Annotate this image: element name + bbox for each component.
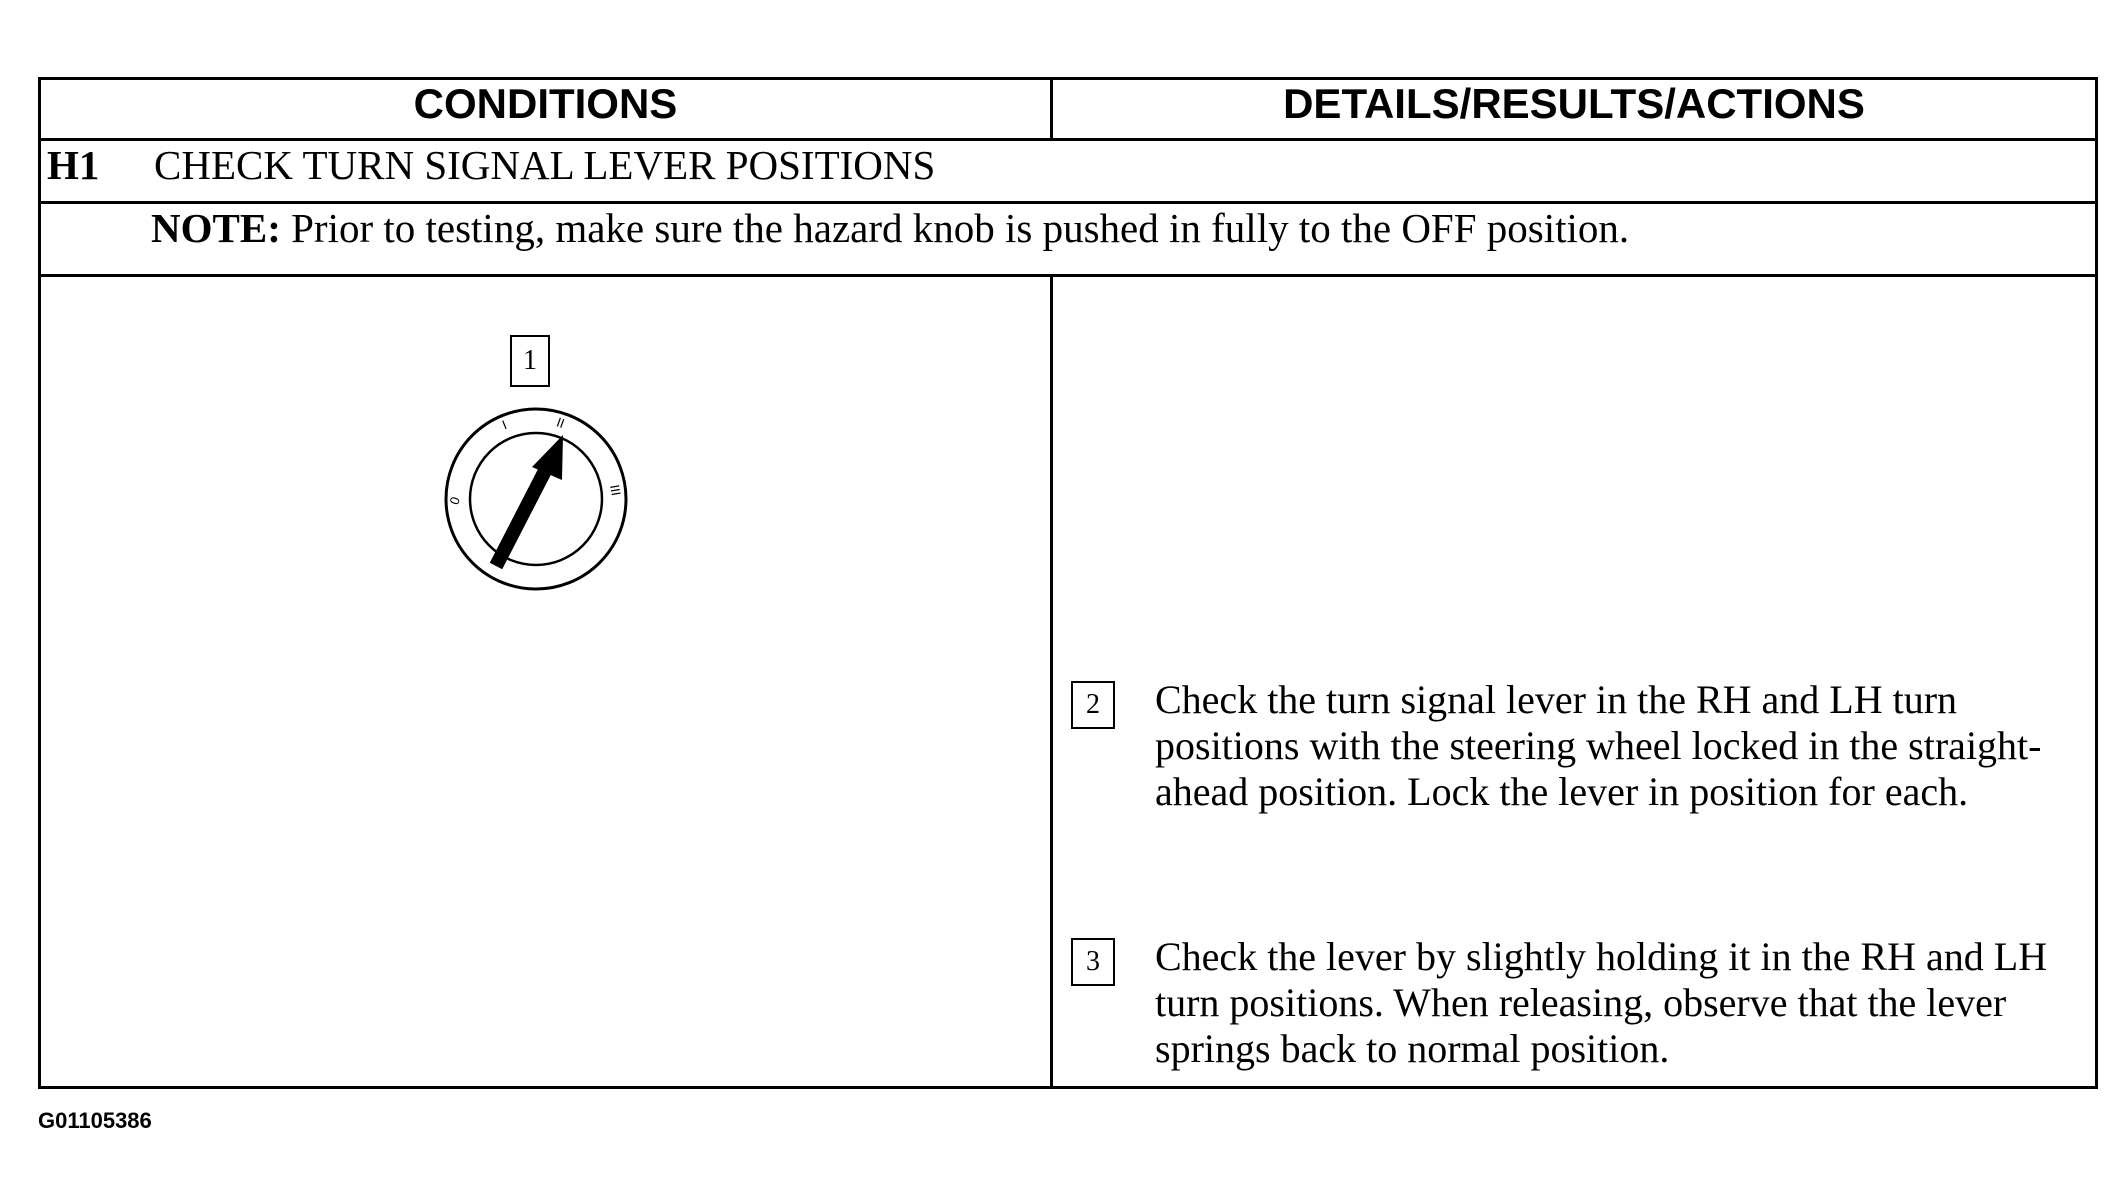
details-header: DETAILS/RESULTS/ACTIONS bbox=[1052, 79, 2097, 140]
note-row bbox=[40, 203, 2097, 276]
details-cell bbox=[1052, 276, 2097, 1088]
content-row bbox=[40, 276, 2097, 1088]
ignition-switch-illustration bbox=[436, 399, 636, 599]
callout-3: 3 bbox=[1071, 938, 1115, 986]
note bbox=[41, 204, 2095, 252]
note-cell bbox=[40, 203, 2097, 276]
position-mark-three: III bbox=[607, 483, 624, 497]
note-text: Prior to testing, make sure the hazard knob is pushed in fully to the OFF position. bbox=[291, 205, 1630, 251]
note-label: NOTE: bbox=[151, 205, 281, 251]
switch-arrow-icon bbox=[496, 435, 563, 566]
callout-2: 2 bbox=[1071, 681, 1115, 729]
position-mark-one: I bbox=[499, 417, 509, 433]
figure-id: G01105386 bbox=[38, 1108, 152, 1133]
diagnostic-table bbox=[38, 77, 2098, 1089]
conditions-header: CONDITIONS bbox=[40, 79, 1052, 140]
step-id: H1 bbox=[47, 142, 100, 188]
conditions-cell bbox=[40, 276, 1052, 1088]
position-mark-two: II bbox=[554, 414, 567, 432]
step-row bbox=[40, 140, 2097, 203]
position-mark-zero: 0 bbox=[446, 494, 463, 507]
instruction-2-text: Check the turn signal lever in the RH and LH turn positions with the steering wheel locked in the straight-ahead position. Lock the lever in position for each. bbox=[1155, 677, 2042, 814]
instruction-3-text: Check the lever by slightly holding it in the RH and LH turn positions. When releasing, observe that the lever springs back to normal position. bbox=[1155, 934, 2048, 1071]
step-title: CHECK TURN SIGNAL LEVER POSITIONS bbox=[154, 142, 936, 188]
callout-1: 1 bbox=[510, 335, 550, 387]
header-row bbox=[40, 79, 2097, 140]
step-line bbox=[41, 141, 2095, 189]
step-cell bbox=[40, 140, 2097, 203]
